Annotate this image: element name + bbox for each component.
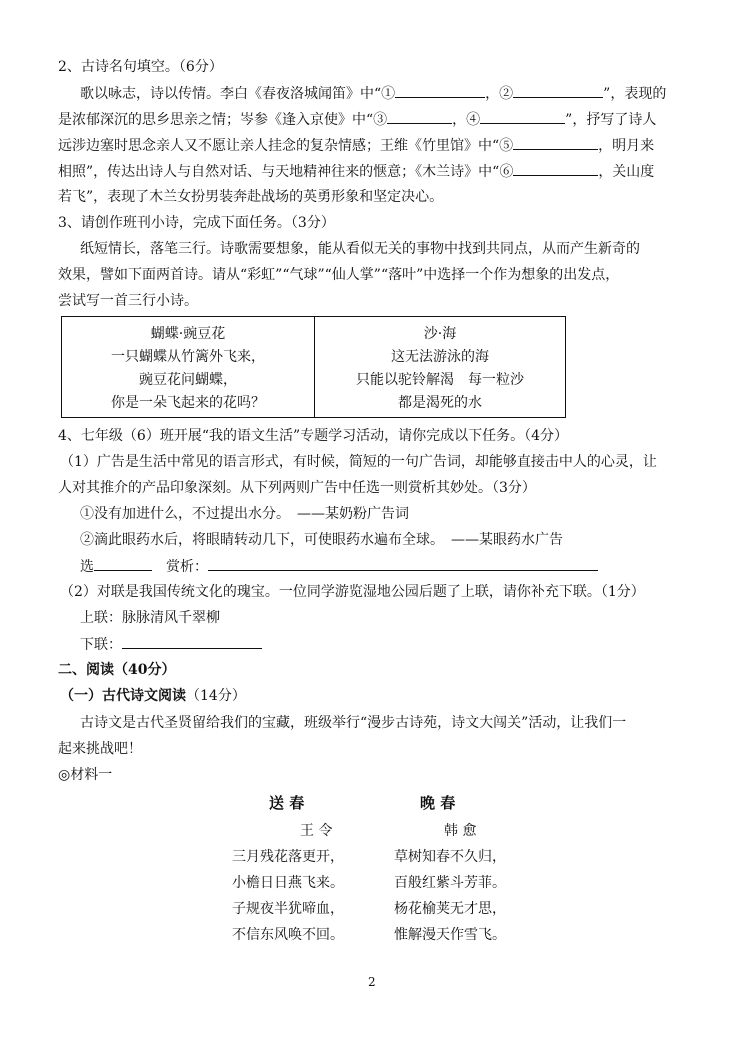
poem1-line-3: 子规夜半犹啼血， (232, 901, 344, 917)
q4-part1-line-1: （1）广告是生活中常见的语言形式，有时候，简短的一句广告词，却能够直接击中人的心灵，让 (60, 454, 657, 470)
q3-line-2: 效果，譬如下面两首诗。请从“彩虹”“气球”“仙人掌”“落叶”中选择一个作为想象的出发点， (58, 267, 620, 283)
answer-blank-6[interactable] (513, 161, 598, 176)
q2-line-2: 是浓郁深沉的思乡思亲之情；岑参《逢入京使》中“③ ，④ ”，抒写了诗人 (58, 109, 656, 130)
poem1-author: 王 令 (300, 823, 333, 839)
poem1-line-4: 不信东风唤不回。 (232, 927, 344, 943)
q4-part2-line: （2）对联是我国传统文化的瑰宝。一位同学游览湿地公园后题了上联，请你补充下联。（1分） (60, 584, 645, 600)
q3-line-3: 尝试写一首三行小诗。 (58, 293, 198, 309)
poem2-title: 晚 春 (420, 794, 456, 812)
answer-blank-1[interactable] (395, 83, 485, 98)
poem-example-table (61, 316, 566, 418)
appreciation-blank[interactable] (208, 556, 598, 571)
couplet-lower: 下联： (80, 634, 262, 655)
poem2-line-2: 百般红紫斗芳菲。 (394, 875, 506, 891)
poem1-line-2: 小檐日日燕飞来。 (232, 875, 344, 891)
q4-title: 4、七年级（6）班开展“我的语文生活”专题学习活动，请你完成以下任务。（4分） (58, 428, 569, 444)
poem2-line-3: 杨花榆荚无才思， (394, 901, 506, 917)
answer-blank-5[interactable] (513, 135, 598, 150)
section-reading-heading: 二、阅读（40分） (58, 662, 176, 678)
poem2-author: 韩 愈 (444, 823, 477, 839)
q4-part1-line-2: 人对其推介的产品印象深刻。从下列两则广告中任选一则赏析其妙处。（3分） (58, 480, 536, 496)
reading-intro-line-1: 古诗文是古代圣贤留给我们的宝藏，班级举行“漫步古诗苑，诗文大闯关”活动，让我们一 (80, 715, 627, 731)
ad-milk-powder: ①没有加进什么，不过提出水分。 ——某奶粉广告词 (80, 506, 409, 522)
poem1-title: 送 春 (269, 794, 305, 812)
couplet-upper: 上联：脉脉清风千翠柳 (80, 610, 220, 626)
page-number: 2 (368, 975, 376, 989)
q3-title: 3、请创作班刊小诗，完成下面任务。（3分） (58, 215, 335, 231)
answer-blank-2[interactable] (513, 83, 603, 98)
material-one-label: ◎材料一 (58, 767, 113, 783)
choose-blank[interactable] (94, 556, 152, 571)
poem-butterfly: 蝴蝶·豌豆花 一只蝴蝶从竹篱外飞来， 豌豆花问蝴蝶， 你是一朵飞起来的花吗？ (111, 326, 265, 411)
q2-line-5: 若飞”，表现了木兰女扮男装奔赴战场的英勇形象和坚定决心。 (58, 189, 444, 205)
poem2-line-1: 草树知春不久归， (394, 849, 506, 865)
reading-intro-line-2: 起来挑战吧！ (58, 741, 142, 757)
couplet-lower-blank[interactable] (122, 634, 262, 649)
poem1-line-1: 三月残花落更开， (232, 849, 344, 865)
answer-blank-4[interactable] (480, 109, 565, 124)
q2-line-3: 远涉边塞时思念亲人又不愿让亲人挂念的复杂情感；王维《竹里馆》中“⑤ ，明月来 (58, 135, 654, 156)
q2-line-1: 歌以咏志，诗以传情。李白《春夜洛城闻笛》中“① ，② ”，表现的 (80, 83, 666, 104)
ad-eye-drops: ②滴此眼药水后，将眼睛转动几下，可使眼药水遍布全球。 ——某眼药水广告 (80, 532, 563, 548)
q3-line-1: 纸短情长，落笔三行。诗歌需要想象，能从看似无关的事物中找到共同点，从而产生新奇的 (80, 241, 640, 257)
poem-sand-sea: 沙·海 这无法游泳的海 只能以驼铃解渴 每一粒沙 都是渴死的水 (356, 326, 524, 411)
q4-answer-line: 选 赏析： (80, 556, 598, 577)
q2-title: 2、古诗名句填空。（6分） (58, 59, 223, 75)
poem2-line-4: 惟解漫天作雪飞。 (394, 927, 506, 943)
answer-blank-3[interactable] (387, 109, 452, 124)
q2-line-4: 相照”，传达出诗人与自然对话、与天地精神往来的惬意；《木兰诗》中“⑥ ，关山度 (58, 161, 654, 182)
subsection-heading: （一）古代诗文阅读（14分） (60, 688, 246, 704)
